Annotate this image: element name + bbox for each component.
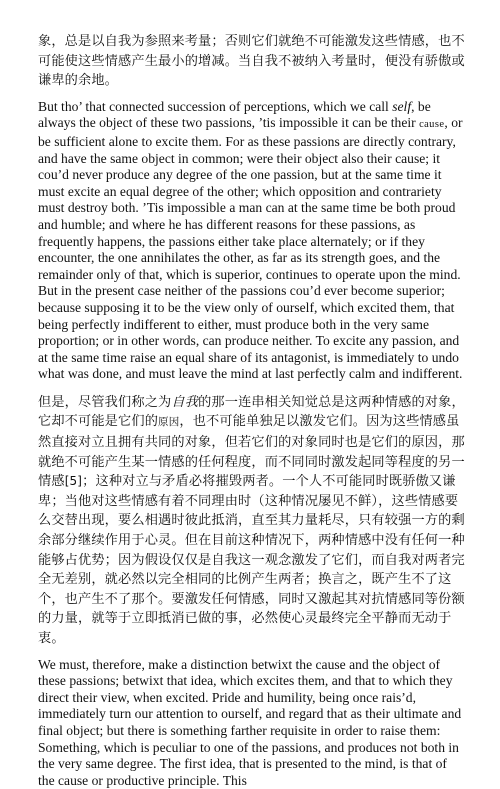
english-paragraph-self-cause (38, 99, 466, 383)
text-run: 但是，尽管我们称之为 (38, 394, 172, 410)
small-cause-zh: 原因 (158, 416, 180, 429)
text-run: 的那一连串相关知觉总是这两种情感的对象，它却不可能是它们的 (38, 394, 465, 430)
english-paragraph-distinction: We must, therefore, make a distinction betwixt the cause and the object of these passions; betwixt that idea, which excites them, and that to which they direct their view, when excited. Pride and humility, being once rais’d, immediately turn our attention to ourself, and regard that as their ultimate and final object; but there is something farther requisite in order to raise them: Something, which is peculiar to one of the passions, and produces not both in the very same degree. The first idea, that is presented to the mind, is that of the cause or productive principle. This (38, 656, 462, 788)
emphasis-self: self (392, 98, 412, 114)
emphasis-self-zh: 自我 (171, 394, 199, 410)
small-caps-cause: cause (419, 119, 445, 131)
footnote-marker[interactable]: [5] (64, 474, 83, 489)
chinese-paragraph-translation (38, 393, 466, 649)
text-run: , or be sufficient alone to excite them. For as these passions are directly contrary, and have the same object in common; were their object also their cause; it cou’d never produce any degree of the one passion, but at the same time it must excite an equal degree of the other; which opposition and contrariety must destroy both. ’Tis impossible a man can at the same time be both proud and humble; and where he has different reasons for these passions, as frequently happens, the passions either take place alternately; or if they encounter, the one annihilates the other, as far as its strength goes, and the remainder only of that, which is superior, continues to operate upon the mind. But in the present case neither of the passions cou’d ever become superior; because supposing it to be the view only of ourself, which excited them, that being perfectly indifferent to either, must produce both in the very same proportion; or in other words, can produce neither. To excite any passion, and at the same time raise an equal share of its antagonist, is immediately to undo what was done, and must leave the mind at last perfectly calm and indifferent. (38, 115, 463, 382)
text-run: ；这种对立与矛盾必将摧毁两者。一个人不可能同时既骄傲又谦卑；当他对这些情感有着不同理由时（这种情况屡见不鲜），这些情感要么交替出现，要么相遇时彼此抵消，直至其力量耗尽，只有较强一方的剩余部分继续作用于心灵。但在目前这种情况下，两种情感中没有任何一种能够占优势；因为假设仅仅是自我这一观念激发了它们，而自我对两者完全无差别，就必然以完全相同的比例产生两者；换言之，既产生不了这个，也产生不了那个。要激发任何情感，同时又激起其对抗情感同等份额的力量，就等于立即抵消已做的事，必然使心灵最终完全平静而无动于衷。 (38, 474, 465, 646)
text-run: ，也不可能单独足以激发它们。因为这些情感虽然直接对立且拥有共同的对象，但若它们的对象同时也是它们的原因，那就绝不可能产生某一情感的任何程度，而不同同时激发起同等程度的另一情感 (38, 414, 465, 490)
chinese-paragraph-continued: 象，总是以自我为参照来考量；否则它们就绝不可能激发这些情感，也不可能使这些情感产生最小的增减。当自我不被纳入考量时，便没有骄傲或谦卑的余地。 (38, 34, 465, 89)
document-page (38, 32, 466, 789)
text-run: But tho’ that connected succession of perceptions, which we call (38, 98, 393, 114)
text-run: , be always the object of these two passions, ’tis impossible it can be their (38, 98, 431, 131)
